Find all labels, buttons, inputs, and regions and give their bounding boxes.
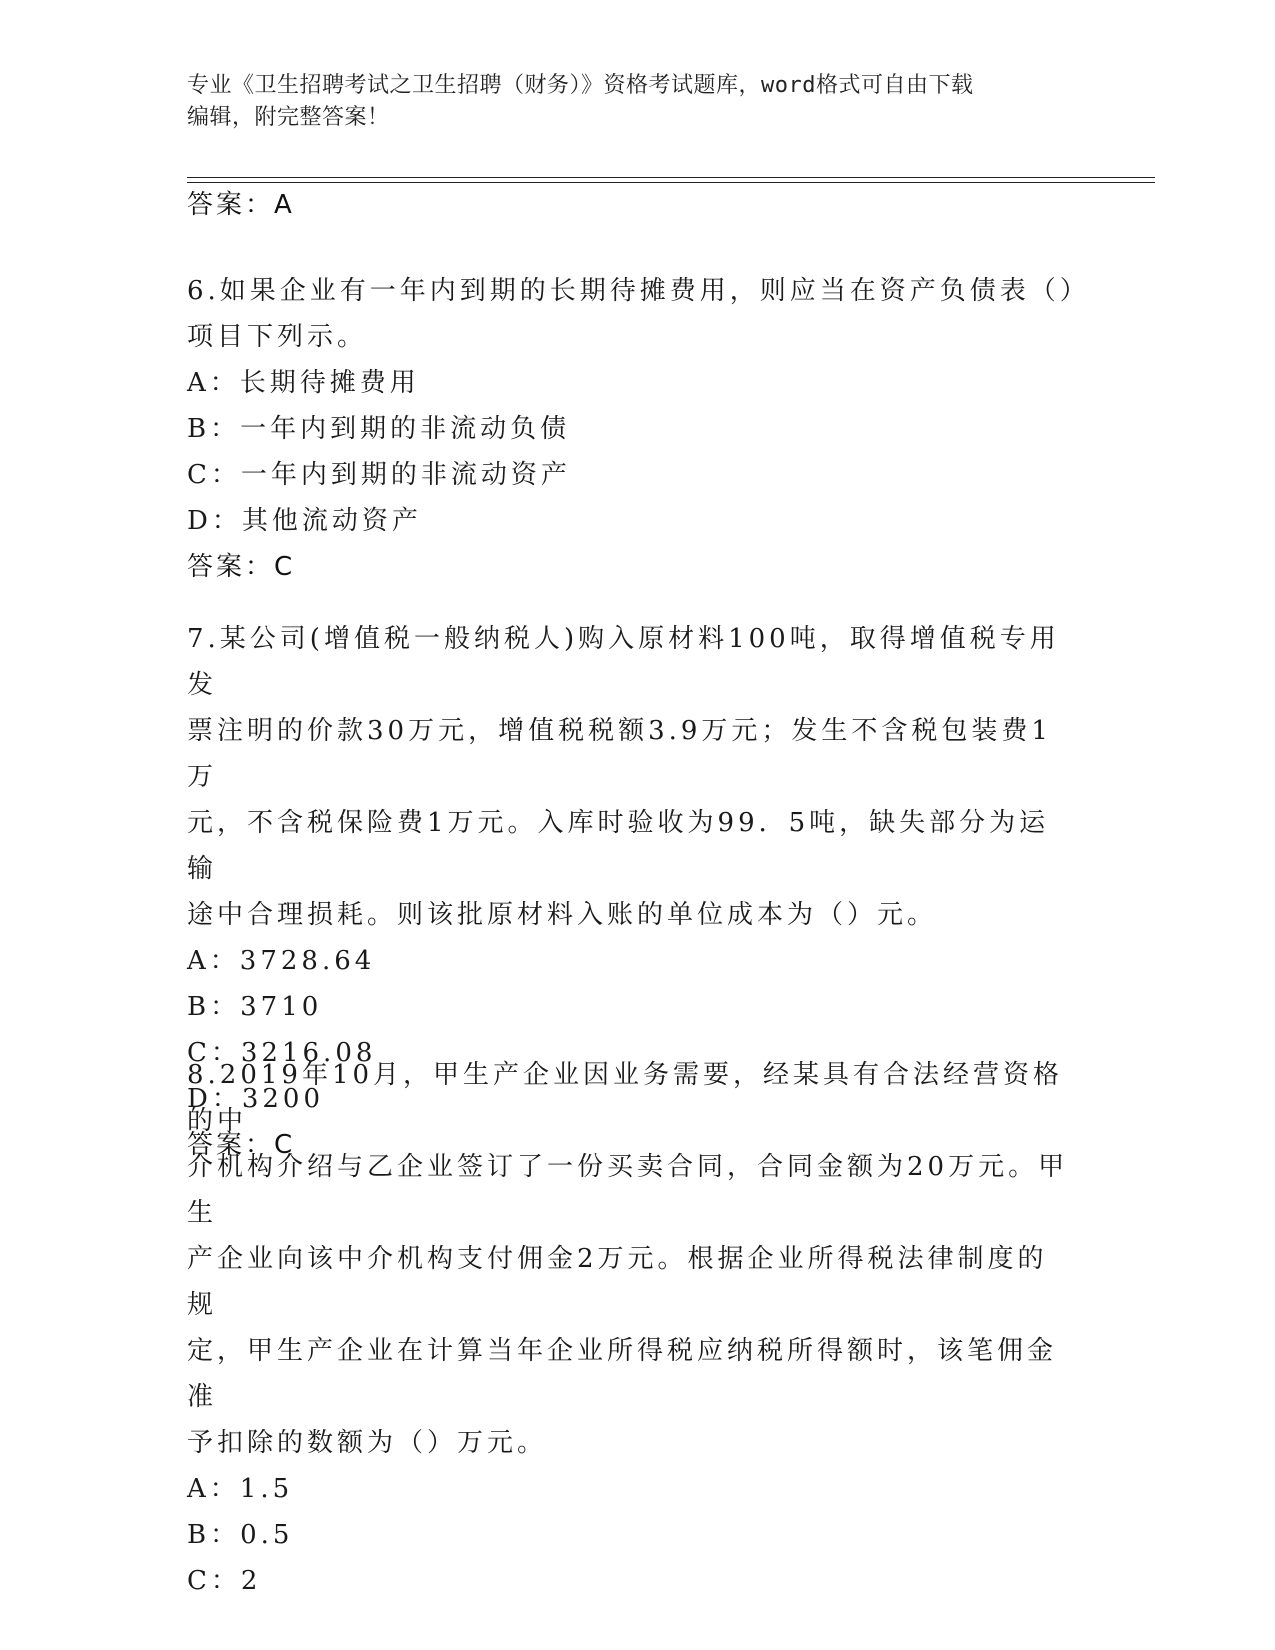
option-c: C：一年内到期的非流动资产 (187, 460, 571, 490)
option-b: B：一年内到期的非流动负债 (187, 414, 571, 444)
question-stem-line: 票注明的价款30万元，增值税税额3.9万元；发生不含税包装费1万 (187, 716, 1052, 792)
answer-text: 答案：A (187, 190, 295, 220)
option-b: B：3710 (187, 992, 323, 1022)
header-divider-top (187, 177, 1155, 178)
option-a: A：3728.64 (187, 946, 376, 976)
question-stem-line: 8.2019年10月，甲生产企业因业务需要，经某具有合法经营资格的中 (187, 1060, 1064, 1136)
option-d: D：其他流动资产 (187, 506, 422, 536)
question-stem-line: 元，不含税保险费1万元。入库时验收为99．5吨，缺失部分为运输 (187, 808, 1050, 884)
document-header (187, 70, 1087, 134)
question-6 (187, 268, 1090, 590)
option-d: D：3200 (187, 1084, 325, 1114)
option-a: A：长期待摊费用 (187, 368, 420, 398)
option-a: A：1.5 (187, 1474, 294, 1504)
header-line-1: 专业《卫生招聘考试之卫生招聘（财务）》资格考试题库，word格式可自由下载 (187, 73, 974, 98)
option-b: B：0.5 (187, 1520, 294, 1550)
question-stem-line: 予扣除的数额为（）万元。 (187, 1428, 548, 1458)
question-stem-line: 6.如果企业有一年内到期的长期待摊费用，则应当在资产负债表（） (187, 276, 1090, 306)
question-stem-line: 定，甲生产企业在计算当年企业所得税应纳税所得额时，该笔佣金准 (187, 1336, 1058, 1412)
answer-text: 答案：C (187, 1130, 296, 1160)
question-stem (187, 616, 1077, 938)
option-c: C：3216.08 (187, 1038, 377, 1068)
question-8 (187, 1052, 1087, 1604)
question-stem-line: 介机构介绍与乙企业签订了一份买卖合同，合同金额为20万元。甲生 (187, 1152, 1069, 1228)
question-stem-line: 7.某公司(增值税一般纳税人)购入原材料100吨，取得增值税专用发 (187, 624, 1060, 700)
question-stem-line: 途中合理损耗。则该批原材料入账的单位成本为（）元。 (187, 900, 938, 930)
question-stem-line: 项目下列示。 (187, 322, 368, 352)
question-stem-line: 产企业向该中介机构支付佣金2万元。根据企业所得税法律制度的规 (187, 1244, 1048, 1320)
question-stem (187, 1052, 1077, 1466)
answer-text: 答案：C (187, 552, 296, 582)
question-stem (187, 268, 1090, 360)
previous-answer-block (187, 182, 1087, 228)
header-line-2: 编辑，附完整答案！ (187, 105, 390, 130)
option-c: C：2 (187, 1566, 262, 1596)
